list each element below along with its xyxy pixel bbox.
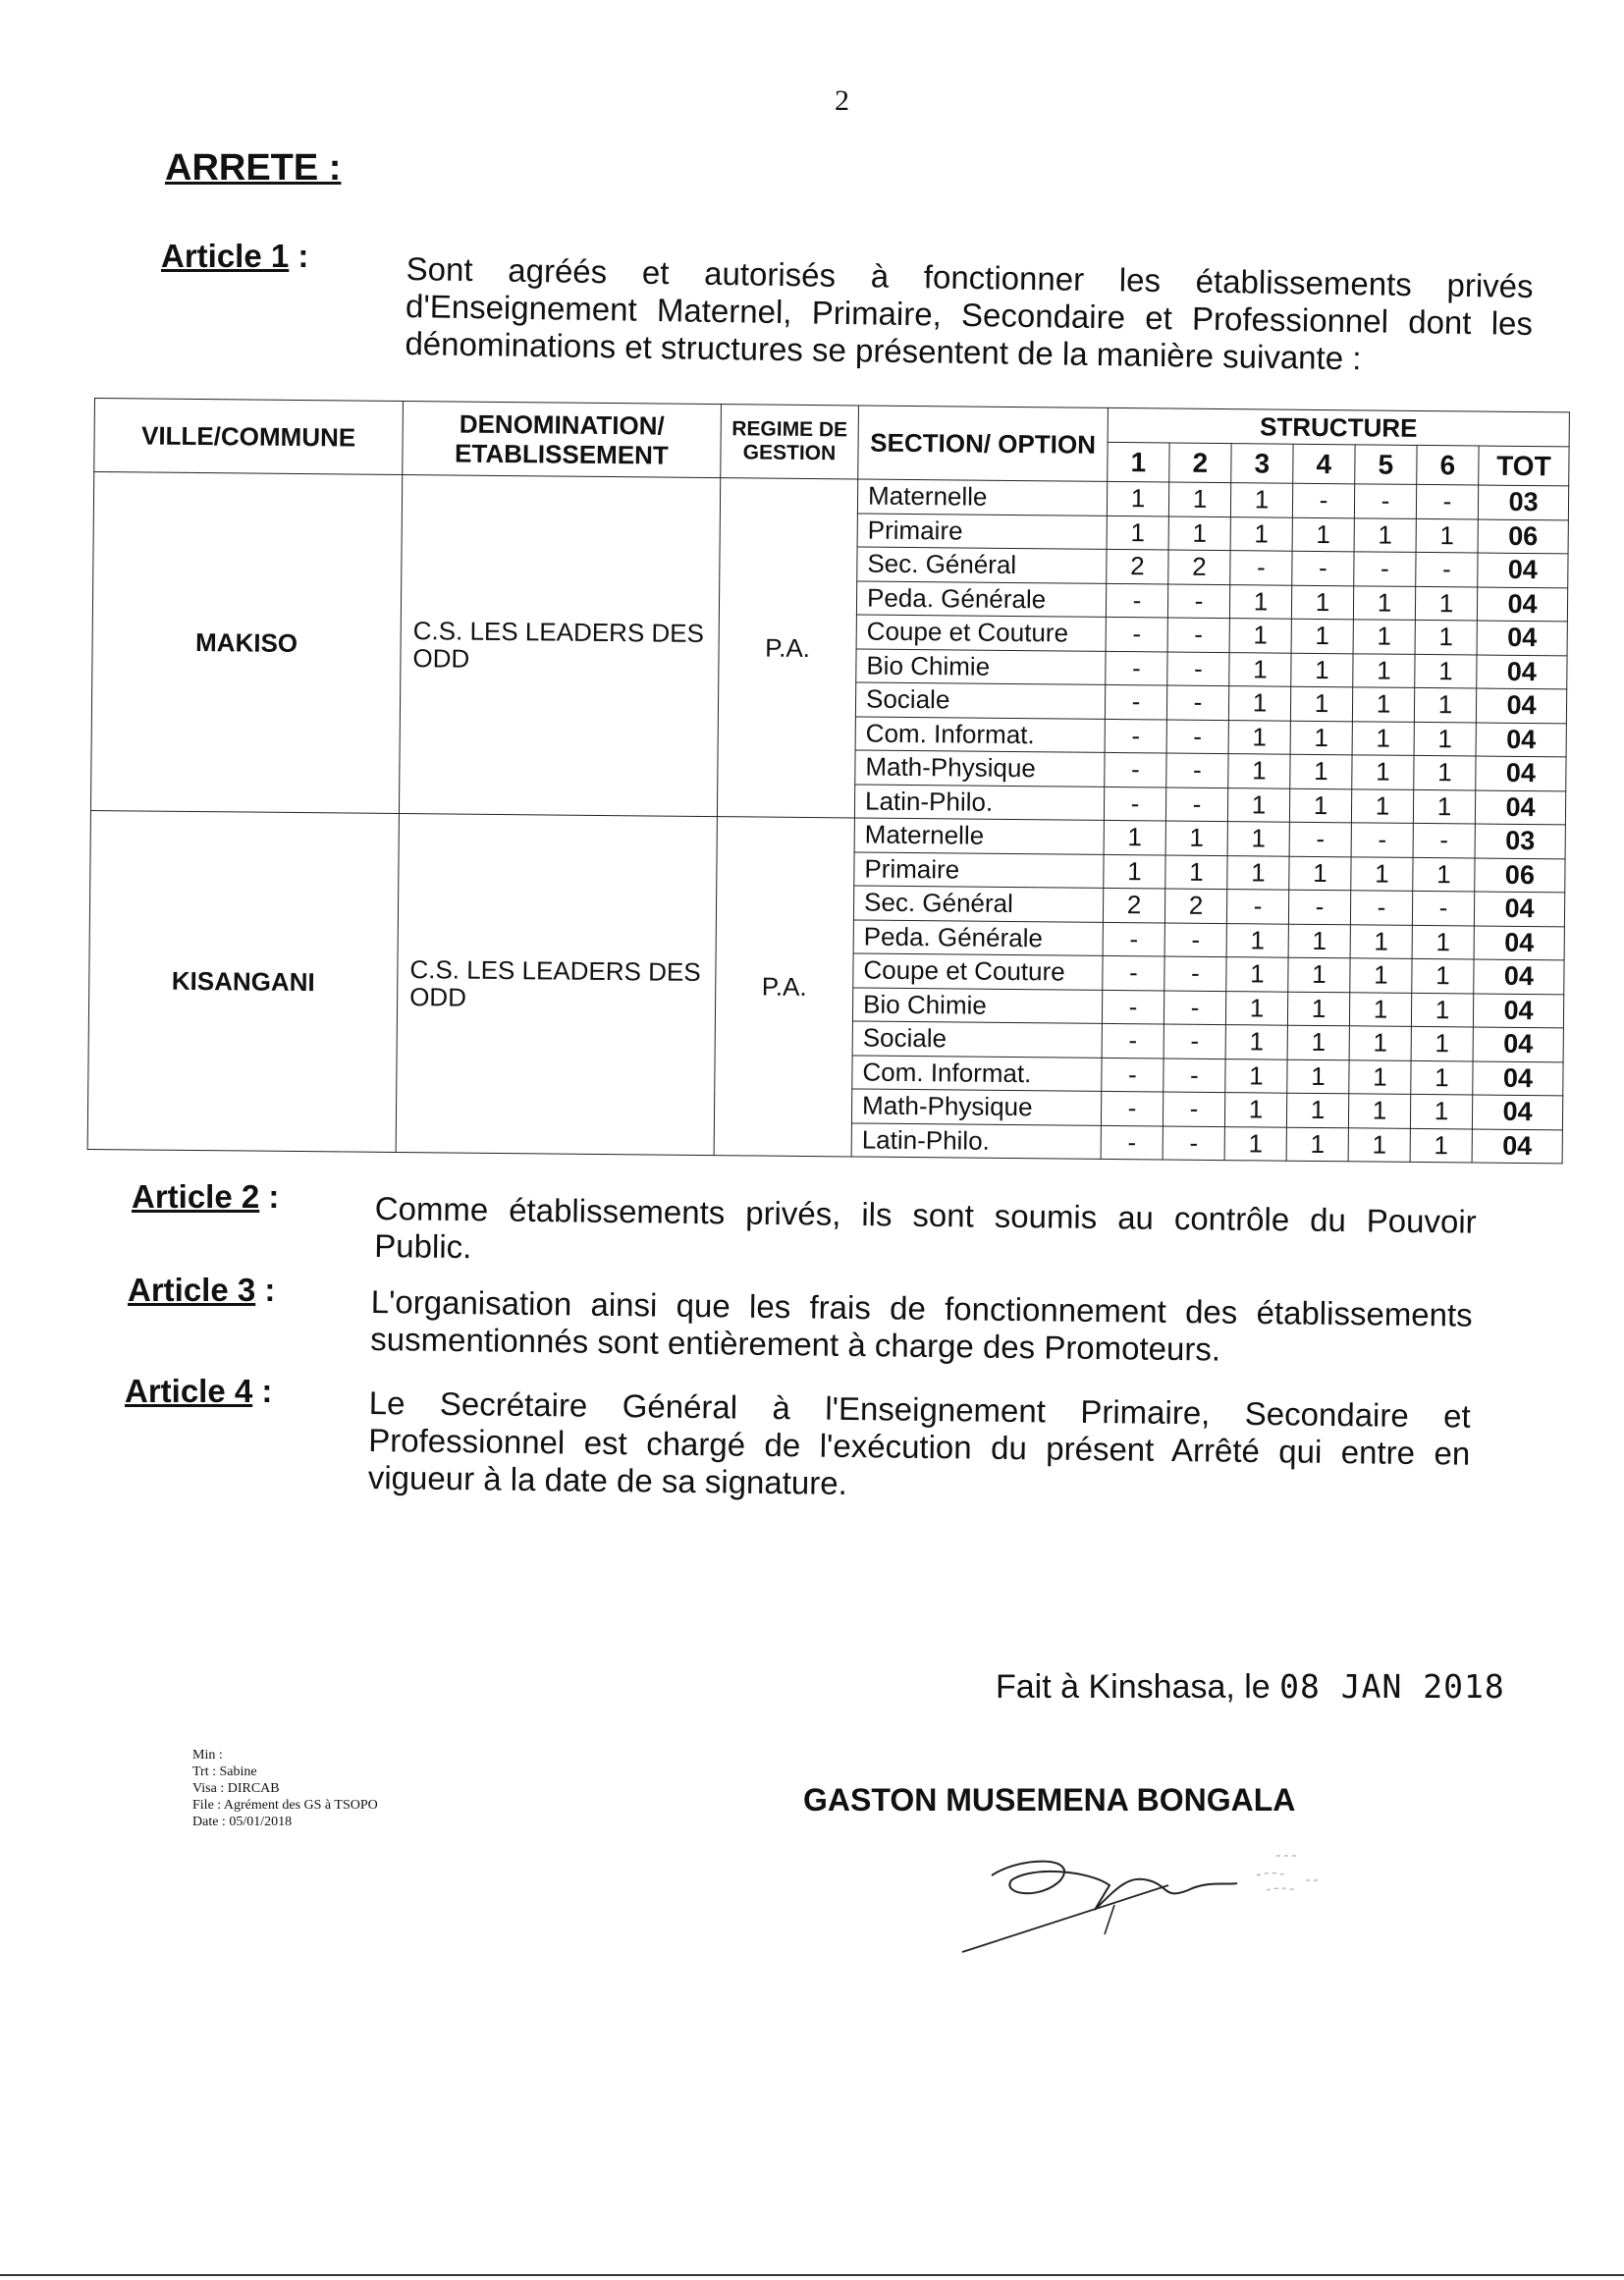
section-cell: Peda. Générale bbox=[853, 919, 1103, 955]
structure-cell-3: - bbox=[1226, 890, 1288, 924]
structure-cell-1: 2 bbox=[1107, 549, 1168, 583]
ville-cell: KISANGANI bbox=[87, 810, 399, 1152]
structure-cell-4: 1 bbox=[1287, 1025, 1349, 1059]
section-cell: Maternelle bbox=[857, 479, 1107, 516]
structure-cell-2: - bbox=[1163, 1125, 1224, 1160]
structure-cell-2: - bbox=[1163, 1092, 1224, 1126]
article-3-label: Article 3 : bbox=[128, 1272, 276, 1308]
section-cell: Coupe et Couture bbox=[853, 953, 1103, 990]
ref-min: Min : bbox=[192, 1748, 223, 1763]
structure-cell-2: - bbox=[1167, 584, 1229, 619]
structure-cell-5: 1 bbox=[1349, 1026, 1411, 1060]
header-ville: VILLE/COMMUNE bbox=[94, 399, 404, 475]
section-cell: Latin-Philo. bbox=[851, 1122, 1101, 1159]
structure-cell-6: 1 bbox=[1410, 1128, 1472, 1163]
structure-cell-3: 1 bbox=[1226, 923, 1288, 957]
structure-cell-3: 1 bbox=[1227, 822, 1289, 856]
section-cell: Math-Physique bbox=[855, 750, 1105, 787]
section-cell: Sec. Général bbox=[853, 886, 1103, 922]
structure-cell-3: 1 bbox=[1229, 652, 1291, 686]
structure-cell-3: 1 bbox=[1228, 720, 1290, 754]
structure-cell-2: - bbox=[1164, 990, 1225, 1024]
section-cell: Bio Chimie bbox=[856, 648, 1106, 684]
structure-cell-6: 1 bbox=[1413, 789, 1475, 824]
section-cell: Sociale bbox=[855, 682, 1105, 719]
structure-cell-1: - bbox=[1103, 955, 1164, 990]
place-date bbox=[996, 1667, 1505, 1707]
structure-cell-4: 1 bbox=[1292, 517, 1354, 552]
structure-cell-5: - bbox=[1350, 891, 1412, 925]
structure-cell-4: - bbox=[1292, 483, 1354, 517]
header-col-3: 3 bbox=[1231, 444, 1293, 484]
ref-trt: Trt : Sabine bbox=[192, 1764, 257, 1779]
header-structure: STRUCTURE bbox=[1108, 407, 1569, 447]
total-cell: 04 bbox=[1473, 1027, 1563, 1061]
structure-cell-1: - bbox=[1105, 752, 1166, 787]
header-denomination: DENOMINATION/ ETABLISSEMENT bbox=[403, 402, 722, 478]
structure-cell-4: 1 bbox=[1288, 924, 1350, 958]
structure-cell-5: 1 bbox=[1349, 992, 1411, 1026]
structure-cell-4: 1 bbox=[1291, 653, 1353, 687]
article-4-label: Article 4 : bbox=[125, 1373, 273, 1409]
section-cell: Coupe et Couture bbox=[856, 615, 1106, 651]
section-cell: Primaire bbox=[854, 851, 1104, 888]
structure-cell-2: 2 bbox=[1168, 550, 1230, 584]
structure-cell-2: - bbox=[1166, 720, 1228, 754]
total-cell: 04 bbox=[1476, 756, 1566, 790]
structure-cell-6: 1 bbox=[1415, 586, 1477, 621]
total-cell: 06 bbox=[1475, 858, 1565, 893]
structure-cell-1: - bbox=[1104, 787, 1165, 821]
structure-cell-3: 1 bbox=[1229, 619, 1291, 653]
total-cell: 06 bbox=[1478, 519, 1568, 554]
structure-cell-1: - bbox=[1105, 684, 1166, 719]
structure-cell-5: 1 bbox=[1352, 721, 1414, 755]
total-cell: 03 bbox=[1478, 485, 1568, 519]
header-regime: REGIME DE GESTION bbox=[721, 405, 859, 479]
structure-cell-6: - bbox=[1416, 552, 1478, 586]
section-cell: Com. Informat. bbox=[852, 1055, 1102, 1091]
structure-cell-4: 1 bbox=[1287, 1059, 1349, 1094]
structure-cell-3: 1 bbox=[1224, 1126, 1286, 1161]
structure-cell-5: 1 bbox=[1348, 1127, 1410, 1162]
ref-visa: Visa : DIRCAB bbox=[192, 1781, 280, 1796]
structure-cell-2: - bbox=[1164, 922, 1226, 956]
structure-cell-5: 1 bbox=[1350, 924, 1412, 958]
section-cell: Maternelle bbox=[854, 818, 1104, 854]
structure-cell-6: 1 bbox=[1413, 857, 1475, 892]
structure-cell-1: 1 bbox=[1107, 516, 1168, 550]
section-cell: Sec. Général bbox=[857, 547, 1107, 583]
structure-cell-6: 1 bbox=[1412, 958, 1474, 993]
structure-cell-3: 1 bbox=[1230, 483, 1292, 517]
total-cell: 04 bbox=[1474, 926, 1564, 960]
total-cell: 04 bbox=[1477, 587, 1567, 622]
structure-cell-5: 1 bbox=[1353, 585, 1415, 620]
structure-cell-6: 1 bbox=[1415, 620, 1477, 654]
structure-cell-4: - bbox=[1292, 551, 1354, 585]
structure-cell-4: 1 bbox=[1288, 957, 1350, 992]
arrete-heading: ARRETE : bbox=[165, 147, 342, 189]
section-cell: Primaire bbox=[857, 513, 1107, 549]
total-cell: 04 bbox=[1476, 723, 1566, 757]
header-col-6: 6 bbox=[1417, 445, 1479, 485]
structure-cell-2: - bbox=[1166, 685, 1228, 720]
structure-cell-6: 1 bbox=[1412, 925, 1474, 959]
total-cell: 04 bbox=[1477, 621, 1567, 655]
structure-cell-6: 1 bbox=[1411, 1060, 1473, 1095]
structure-cell-1: - bbox=[1106, 651, 1167, 685]
structure-cell-5: - bbox=[1351, 823, 1413, 857]
structure-cell-3: 1 bbox=[1228, 686, 1290, 721]
structure-cell-2: 1 bbox=[1165, 854, 1227, 889]
header-section: SECTION/ OPTION bbox=[858, 406, 1109, 481]
total-cell: 04 bbox=[1473, 1061, 1563, 1096]
etablissements-table bbox=[87, 398, 1570, 1164]
structure-cell-3: 1 bbox=[1225, 1059, 1287, 1093]
structure-cell-4: 1 bbox=[1289, 856, 1351, 891]
structure-cell-3: 1 bbox=[1226, 957, 1288, 992]
structure-cell-2: - bbox=[1164, 1024, 1225, 1059]
total-cell: 04 bbox=[1473, 994, 1563, 1028]
place-label: Fait à Kinshasa, le bbox=[996, 1668, 1271, 1706]
structure-cell-2: - bbox=[1167, 618, 1229, 652]
structure-cell-1: - bbox=[1102, 1023, 1164, 1058]
structure-cell-3: 1 bbox=[1225, 991, 1287, 1025]
section-cell: Sociale bbox=[852, 1021, 1102, 1058]
structure-cell-3: 1 bbox=[1227, 787, 1289, 822]
article-3-text: L'organisation ainsi que les frais de fonctionnement des établissements susmentionnés sont entièrement à charge des Promoteurs. bbox=[370, 1283, 1473, 1368]
structure-cell-2: - bbox=[1167, 652, 1229, 686]
structure-cell-4: 1 bbox=[1286, 1127, 1348, 1162]
structure-cell-6: 1 bbox=[1414, 755, 1476, 789]
structure-cell-1: - bbox=[1106, 583, 1167, 618]
structure-cell-2: - bbox=[1166, 753, 1228, 787]
structure-cell-6: 1 bbox=[1410, 1094, 1472, 1128]
ref-date: Date : 05/01/2018 bbox=[192, 1815, 293, 1829]
total-cell: 04 bbox=[1472, 1095, 1562, 1129]
header-col-4: 4 bbox=[1293, 444, 1355, 484]
total-cell: 04 bbox=[1477, 655, 1567, 689]
structure-cell-2: - bbox=[1165, 787, 1227, 821]
total-cell: 04 bbox=[1478, 553, 1568, 587]
structure-cell-6: 1 bbox=[1414, 687, 1476, 722]
article-1-text: Sont agréés et autorisés à fonctionner les établissements privés d'Enseignement Maternel, Primaire, Secondaire et Professionnel dont les dénominations et structures se présentent de la manière suivante : bbox=[405, 250, 1534, 377]
structure-cell-5: 1 bbox=[1349, 1059, 1411, 1094]
structure-cell-6: - bbox=[1412, 891, 1474, 925]
handwritten-signature bbox=[943, 1826, 1355, 1954]
structure-cell-4: 1 bbox=[1287, 992, 1349, 1026]
structure-cell-2: - bbox=[1164, 956, 1226, 991]
structure-cell-5: 1 bbox=[1351, 788, 1413, 823]
total-cell: 03 bbox=[1475, 824, 1565, 858]
denomination-cell: C.S. LES LEADERS DES ODD bbox=[399, 475, 720, 817]
structure-cell-4: 1 bbox=[1289, 788, 1351, 823]
structure-cell-5: 1 bbox=[1354, 517, 1416, 552]
regime-cell: P.A. bbox=[717, 478, 857, 818]
structure-cell-3: 1 bbox=[1224, 1093, 1286, 1127]
header-col-2: 2 bbox=[1169, 443, 1231, 483]
total-cell: 04 bbox=[1475, 790, 1565, 825]
structure-cell-4: 1 bbox=[1290, 686, 1352, 721]
structure-cell-4: 1 bbox=[1290, 721, 1352, 755]
structure-cell-6: 1 bbox=[1415, 654, 1477, 688]
structure-cell-1: 2 bbox=[1103, 888, 1164, 922]
structure-cell-6: 1 bbox=[1411, 1026, 1473, 1060]
article-2-text: Comme établissements privés, ils sont soumis au contrôle du Pouvoir Public. bbox=[374, 1190, 1477, 1266]
structure-cell-5: - bbox=[1354, 552, 1416, 586]
structure-cell-1: 1 bbox=[1107, 481, 1168, 516]
structure-cell-2: 1 bbox=[1168, 482, 1230, 516]
structure-cell-6: 1 bbox=[1416, 518, 1478, 553]
structure-cell-3: 1 bbox=[1225, 1025, 1287, 1059]
structure-cell-3: 1 bbox=[1230, 516, 1292, 551]
section-cell: Bio Chimie bbox=[852, 987, 1102, 1023]
structure-cell-6: - bbox=[1413, 823, 1475, 857]
total-cell: 04 bbox=[1474, 959, 1564, 994]
structure-cell-5: 1 bbox=[1353, 620, 1415, 654]
header-col-5: 5 bbox=[1355, 445, 1417, 485]
structure-cell-2: 2 bbox=[1164, 889, 1226, 923]
total-cell: 04 bbox=[1476, 688, 1566, 723]
date-stamp: 08 JAN 2018 bbox=[1279, 1667, 1505, 1706]
section-cell: Com. Informat. bbox=[855, 716, 1105, 752]
total-cell: 04 bbox=[1472, 1129, 1562, 1164]
article-1-label: Article 1 : bbox=[161, 238, 309, 274]
total-cell: 04 bbox=[1474, 892, 1564, 926]
structure-cell-5: 1 bbox=[1350, 958, 1412, 993]
structure-cell-2: - bbox=[1164, 1058, 1225, 1092]
structure-cell-2: 1 bbox=[1165, 821, 1227, 855]
structure-cell-5: 1 bbox=[1351, 856, 1413, 891]
article-4-text: Le Secrétaire Général à l'Enseignement Primaire, Secondaire et Professionnel est chargé de l'exécution du présent Arrêté qui entre en vigueur à la date de sa signature. bbox=[367, 1384, 1471, 1501]
structure-cell-3: 1 bbox=[1228, 754, 1290, 788]
structure-cell-1: - bbox=[1106, 617, 1167, 651]
section-cell: Latin-Philo. bbox=[854, 784, 1104, 820]
regime-cell: P.A. bbox=[714, 817, 854, 1157]
structure-cell-6: 1 bbox=[1414, 722, 1476, 756]
denomination-cell: C.S. LES LEADERS DES ODD bbox=[396, 813, 717, 1155]
structure-cell-5: - bbox=[1354, 484, 1416, 518]
structure-cell-5: 1 bbox=[1353, 653, 1415, 687]
structure-cell-2: 1 bbox=[1168, 516, 1230, 551]
structure-cell-4: - bbox=[1288, 890, 1350, 924]
structure-cell-6: 1 bbox=[1411, 993, 1473, 1027]
section-cell: Peda. Générale bbox=[856, 580, 1106, 617]
structure-cell-4: 1 bbox=[1286, 1093, 1348, 1127]
structure-cell-3: - bbox=[1230, 551, 1292, 585]
structure-cell-4: 1 bbox=[1290, 754, 1352, 788]
bottom-rule bbox=[0, 2274, 1624, 2276]
structure-cell-5: 1 bbox=[1352, 755, 1414, 789]
structure-cell-1: - bbox=[1102, 1058, 1164, 1092]
page-number: 2 bbox=[835, 84, 849, 117]
structure-cell-1: - bbox=[1101, 1125, 1163, 1160]
signer-name: GASTON MUSEMENA BONGALA bbox=[803, 1782, 1296, 1818]
section-cell: Math-Physique bbox=[851, 1089, 1101, 1125]
header-col-1: 1 bbox=[1108, 442, 1169, 482]
structure-cell-4: - bbox=[1289, 822, 1351, 856]
structure-cell-5: 1 bbox=[1352, 687, 1414, 722]
structure-cell-1: - bbox=[1102, 990, 1164, 1024]
article-2-label: Article 2 : bbox=[132, 1178, 280, 1215]
structure-cell-1: - bbox=[1105, 719, 1166, 753]
structure-cell-4: 1 bbox=[1291, 619, 1353, 653]
header-col-tot: TOT bbox=[1479, 446, 1569, 486]
structure-cell-5: 1 bbox=[1348, 1094, 1410, 1128]
structure-cell-1: - bbox=[1101, 1091, 1163, 1125]
structure-cell-1: 1 bbox=[1104, 854, 1165, 889]
structure-cell-6: - bbox=[1416, 484, 1478, 518]
structure-cell-1: 1 bbox=[1104, 820, 1165, 854]
structure-cell-1: - bbox=[1103, 922, 1164, 956]
structure-cell-4: 1 bbox=[1291, 585, 1353, 620]
structure-cell-3: 1 bbox=[1227, 855, 1289, 890]
ref-file: File : Agrément des GS à TSOPO bbox=[192, 1798, 378, 1813]
structure-cell-3: 1 bbox=[1229, 584, 1291, 619]
ville-cell: MAKISO bbox=[90, 472, 402, 814]
